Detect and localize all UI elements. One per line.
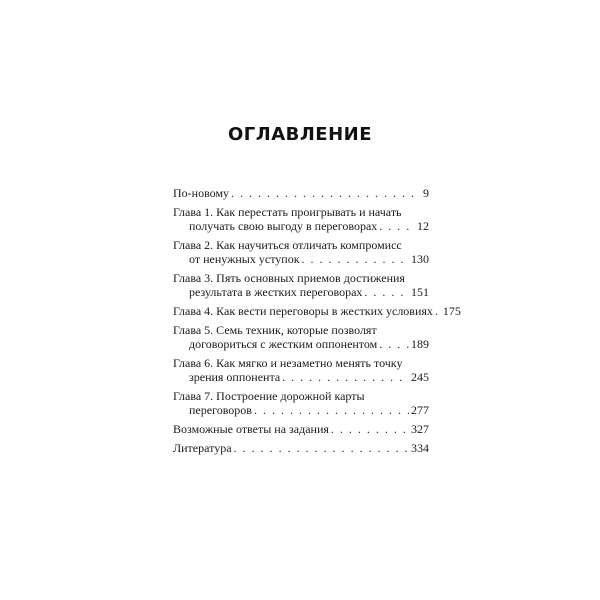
toc-page-number: 130 [411, 252, 429, 266]
toc-page-number: 175 [442, 304, 461, 318]
toc-entry-title-continued: переговоров [189, 403, 252, 417]
toc-entry-title: Глава 4. Как вести переговоры в жестких условиях [173, 304, 433, 318]
toc-page-number: 189 [411, 337, 429, 351]
dot-leader [435, 304, 441, 318]
toc-entry-chapter-7[interactable] [173, 389, 429, 417]
toc-entry-chapter-2[interactable] [173, 238, 429, 266]
toc-entry-chapter-4[interactable] [173, 304, 461, 318]
toc-entry-title: Глава 5. Семь техник, которые позволят [173, 323, 377, 337]
toc-entry-title-continued: результата в жестких переговорах [189, 285, 363, 299]
toc-entry-title-continued: договориться с жестким оппонентом [189, 337, 378, 351]
dot-leader [282, 370, 409, 384]
toc-entry-title: Возможные ответы на задания [173, 422, 329, 436]
toc-entry-title: Литература [173, 441, 232, 455]
toc-page-number: 151 [411, 285, 429, 299]
toc-entry-literature[interactable] [173, 441, 429, 455]
dot-leader [364, 285, 409, 299]
toc-entry-chapter-1[interactable] [173, 205, 429, 233]
toc-entry-title: Глава 3. Пять основных приемов достижения [173, 271, 405, 285]
toc-page-number: 9 [423, 186, 429, 200]
dot-leader [302, 252, 409, 266]
toc-entry-chapter-6[interactable] [173, 356, 429, 384]
dot-leader [231, 186, 421, 200]
dot-leader [379, 219, 415, 233]
toc-entry-title-continued: зрения оппонента [189, 370, 281, 384]
toc-entry-title: Глава 7. Построение дорожной карты [173, 389, 365, 403]
toc-page-number: 277 [411, 403, 429, 417]
table-of-contents [173, 186, 461, 460]
toc-entry-title-continued: от ненужных уступок [189, 252, 300, 266]
dot-leader [331, 422, 409, 436]
toc-entry-chapter-5[interactable] [173, 323, 429, 351]
toc-entry-chapter-3[interactable] [173, 271, 429, 299]
toc-entry-title: Глава 2. Как научиться отличать компромисс [173, 238, 402, 252]
toc-entry-title: Глава 6. Как мягко и незаметно менять точку [173, 356, 403, 370]
toc-entry-title-continued: получать свою выгоду в переговорах [189, 219, 378, 233]
toc-entry-intro[interactable] [173, 186, 429, 200]
toc-entry-answers[interactable] [173, 422, 429, 436]
toc-entry-title: Глава 1. Как перестать проигрывать и начать [173, 205, 402, 219]
toc-page-number: 327 [411, 422, 429, 436]
toc-page-number: 12 [417, 219, 429, 233]
dot-leader [379, 337, 409, 351]
toc-page-number: 245 [411, 370, 429, 384]
dot-leader [254, 403, 409, 417]
toc-page-number: 334 [411, 441, 429, 455]
toc-entry-title: По-новому [173, 186, 230, 200]
page-title: ОГЛАВЛЕНИЕ [227, 124, 373, 145]
dot-leader [234, 441, 409, 455]
